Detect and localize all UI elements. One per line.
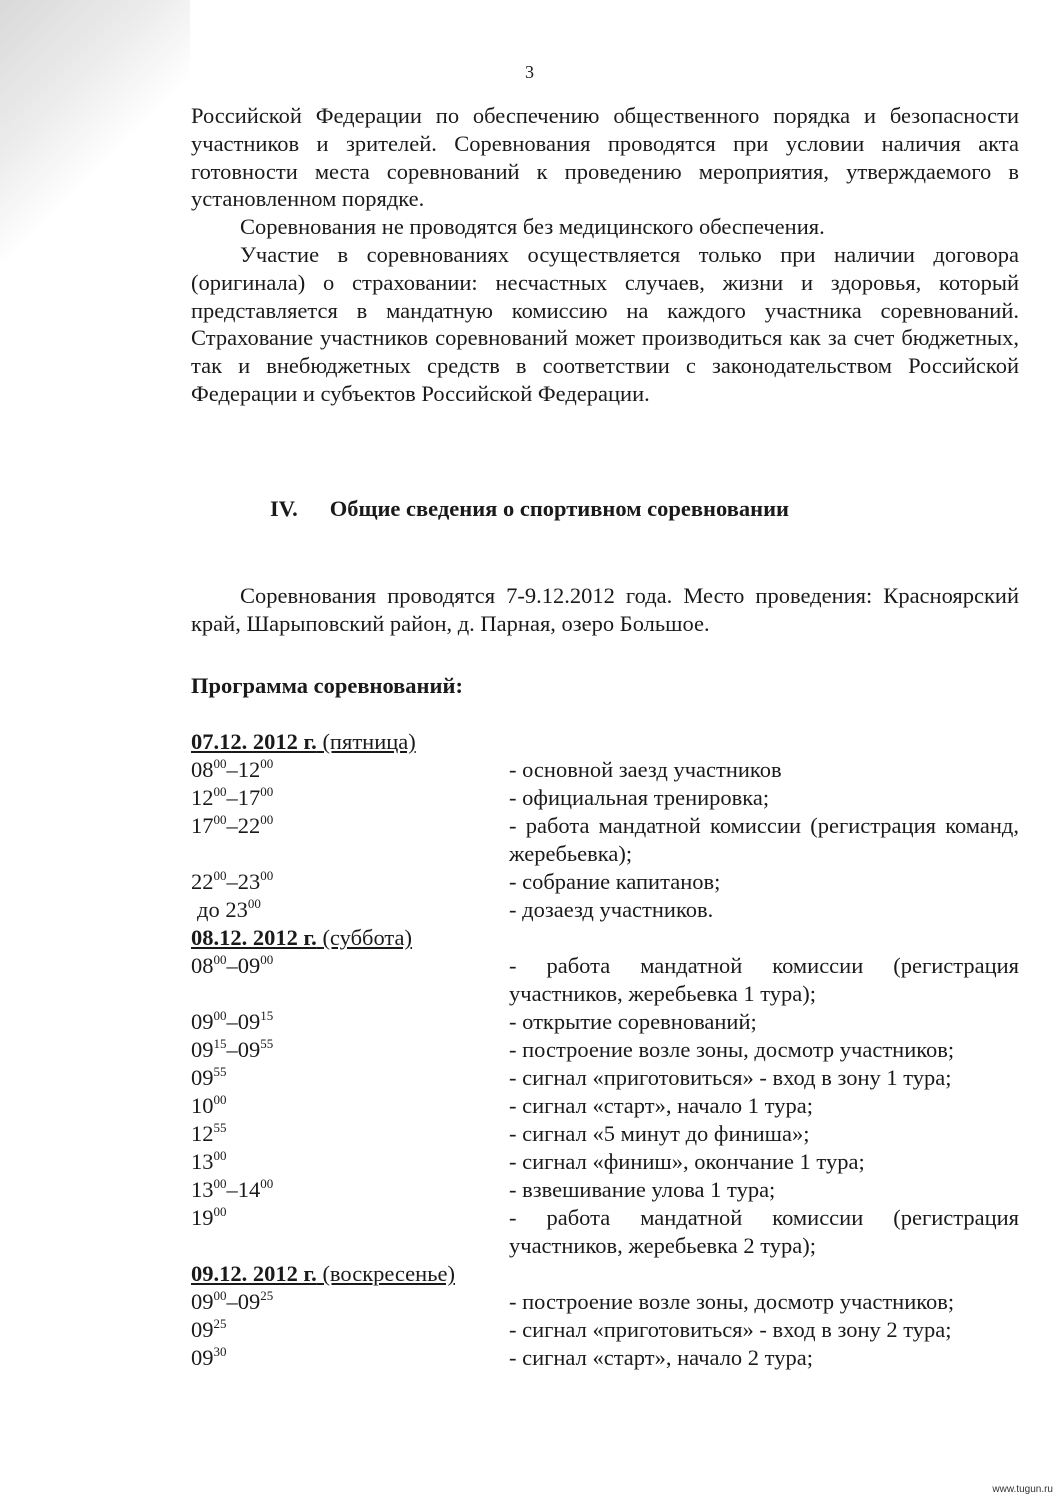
schedule-time — [191, 952, 509, 1008]
time-hour: 09 — [237, 1289, 261, 1314]
time-hour: 22 — [191, 869, 214, 894]
paragraph: Российской Федерации по обеспечению общественного порядка и безопасности участников и зрителей. Соревнования проводятся при условии наличия акта готовности места соревнований к проведению мероприятия, утверждаемого в установленном порядке. — [191, 103, 1019, 212]
time-minutes: 55 — [260, 1035, 274, 1051]
schedule-row — [191, 784, 1019, 812]
day-weekday: (пятница) — [322, 729, 416, 754]
schedule-description: - собрание капитанов; — [509, 869, 721, 894]
watermark: www.tugun.ru — [992, 1484, 1053, 1495]
schedule-row — [191, 868, 1019, 896]
schedule-row — [191, 896, 1019, 924]
time-minutes: 00 — [213, 1175, 227, 1191]
time-separator: – — [226, 1177, 238, 1202]
schedule-time — [191, 1036, 509, 1064]
time-hour: 09 — [191, 1345, 214, 1370]
time-separator: – — [226, 785, 238, 810]
time-hour: 14 — [237, 1177, 261, 1202]
time-hour: 13 — [191, 1177, 214, 1202]
day-heading — [191, 924, 1019, 952]
section-number: IV. — [269, 496, 298, 521]
schedule-description: - сигнал «приготовиться» - вход в зону 1 тура; — [509, 1065, 952, 1090]
schedule-description: - работа мандатной комиссии (регистрация участников, жеребьевка 1 тура); — [509, 953, 1019, 1006]
time-minutes: 00 — [260, 811, 274, 827]
day-date: 07.12. 2012 г. — [191, 729, 317, 754]
time-hour: 08 — [191, 953, 214, 978]
schedule-description: - сигнал «финиш», окончание 1 тура; — [509, 1149, 865, 1174]
paragraph: Соревнования не проводятся без медицинского обеспечения. — [240, 214, 825, 240]
time-hour: 09 — [237, 1037, 261, 1062]
schedule-time — [191, 1316, 509, 1344]
schedule-description: - официальная тренировка; — [509, 785, 770, 810]
time-prefix: до — [197, 897, 226, 922]
time-minutes: 00 — [260, 783, 274, 799]
schedule-description: - работа мандатной комиссии (регистрация участников, жеребьевка 2 тура); — [509, 1205, 1019, 1258]
schedule-row — [191, 1036, 1019, 1064]
body-text — [191, 102, 1019, 408]
schedule-row — [191, 1344, 1019, 1372]
schedule-time — [191, 1204, 509, 1260]
time-hour: 22 — [237, 813, 261, 838]
time-hour: 12 — [191, 785, 214, 810]
schedule-row — [191, 1120, 1019, 1148]
schedule-time — [191, 868, 509, 896]
day-weekday: (воскресенье) — [322, 1261, 455, 1286]
schedule-row — [191, 1064, 1019, 1092]
schedule-row — [191, 1008, 1019, 1036]
schedule-description: - сигнал «старт», начало 2 тура; — [509, 1345, 813, 1370]
scan-corner-shadow — [0, 0, 190, 260]
time-hour: 19 — [191, 1205, 214, 1230]
schedule-description: - сигнал «старт», начало 1 тура; — [509, 1093, 813, 1118]
time-hour: 17 — [191, 813, 214, 838]
time-hour: 09 — [191, 1065, 214, 1090]
time-separator: – — [226, 1037, 238, 1062]
schedule-description: - сигнал «5 минут до финиша»; — [509, 1121, 810, 1146]
program-schedule — [191, 728, 1019, 1372]
time-hour: 08 — [191, 757, 214, 782]
section-title: Общие сведения о спортивном соревновании — [329, 496, 789, 521]
time-hour: 09 — [191, 1317, 214, 1342]
time-hour: 13 — [191, 1149, 214, 1174]
schedule-time — [191, 1120, 509, 1148]
venue-paragraph: Соревнования проводятся 7-9.12.2012 года. Место проведения: Красноярский край, Шарыповский район, д. Парная, озеро Большое. — [191, 583, 1019, 636]
time-hour: 17 — [237, 785, 261, 810]
time-minutes: 00 — [213, 867, 227, 883]
day-date: 08.12. 2012 г. — [191, 925, 317, 950]
day-weekday: (суббота) — [322, 925, 413, 950]
time-hour: 23 — [225, 897, 248, 922]
schedule-row — [191, 1148, 1019, 1176]
schedule-time — [191, 1064, 509, 1092]
time-minutes: 30 — [213, 1343, 227, 1359]
section-heading — [0, 495, 1059, 523]
schedule-time — [191, 812, 509, 868]
time-separator: – — [226, 869, 238, 894]
schedule-time — [191, 1176, 509, 1204]
time-minutes: 00 — [213, 1147, 227, 1163]
time-separator: – — [226, 1009, 238, 1034]
program-heading: Программа соревнований: — [191, 673, 463, 698]
time-minutes: 00 — [213, 783, 227, 799]
time-hour: 09 — [237, 1009, 261, 1034]
time-minutes: 00 — [260, 867, 274, 883]
schedule-row — [191, 1176, 1019, 1204]
schedule-description: - открытие соревнований; — [509, 1009, 757, 1034]
schedule-description: - сигнал «приготовиться» - вход в зону 2 тура; — [509, 1317, 952, 1342]
time-minutes: 00 — [213, 1287, 227, 1303]
time-hour: 09 — [237, 953, 261, 978]
schedule-time — [191, 1008, 509, 1036]
time-hour: 23 — [237, 869, 261, 894]
time-minutes: 00 — [260, 1175, 274, 1191]
schedule-row — [191, 812, 1019, 868]
time-minutes: 00 — [213, 1007, 227, 1023]
day-heading — [191, 1260, 1019, 1288]
time-hour: 09 — [191, 1009, 214, 1034]
time-hour: 10 — [191, 1093, 214, 1118]
time-separator: – — [226, 1289, 238, 1314]
day-date: 09.12. 2012 г. — [191, 1261, 317, 1286]
time-minutes: 00 — [213, 1091, 227, 1107]
day-heading — [191, 728, 1019, 756]
time-hour: 09 — [191, 1037, 214, 1062]
time-hour: 12 — [191, 1121, 214, 1146]
time-minutes: 00 — [213, 951, 227, 967]
time-separator: – — [226, 953, 238, 978]
time-separator: – — [226, 757, 238, 782]
schedule-description: - работа мандатной комиссии (регистрация команд, жеребьевка); — [509, 813, 1019, 866]
schedule-row — [191, 1204, 1019, 1260]
schedule-description: - основной заезд участников — [509, 757, 782, 782]
schedule-time — [191, 1288, 509, 1316]
schedule-time — [191, 1092, 509, 1120]
time-minutes: 55 — [213, 1063, 227, 1079]
schedule-description: - построение возле зоны, досмотр участников; — [509, 1289, 955, 1314]
time-minutes: 00 — [260, 755, 274, 771]
schedule-description: - дозаезд участников. — [509, 897, 714, 922]
schedule-time — [191, 896, 509, 924]
time-minutes: 00 — [247, 895, 261, 911]
schedule-row — [191, 756, 1019, 784]
paragraph: Участие в соревнованиях осуществляется только при наличии договора (оригинала) о страховании: несчастных случаев, жизни и здоровья, который представляется в мандатную комиссию на каждого участника соревнований. Страхование участников соревнований может производиться как за счет бюджетных, так и внебюджетных средств в соответствии с законодательством Российской Федерации и субъектов Российской Федерации. — [191, 241, 1019, 406]
schedule-row — [191, 952, 1019, 1008]
time-minutes: 25 — [260, 1287, 274, 1303]
time-minutes: 15 — [260, 1007, 274, 1023]
schedule-time — [191, 1344, 509, 1372]
schedule-description: - построение возле зоны, досмотр участников; — [509, 1037, 955, 1062]
schedule-row — [191, 1092, 1019, 1120]
time-minutes: 00 — [213, 1203, 227, 1219]
time-hour: 12 — [237, 757, 261, 782]
schedule-description: - взвешивание улова 1 тура; — [509, 1177, 776, 1202]
schedule-time — [191, 784, 509, 812]
time-minutes: 15 — [213, 1035, 227, 1051]
schedule-row — [191, 1288, 1019, 1316]
schedule-time — [191, 1148, 509, 1176]
time-minutes: 00 — [260, 951, 274, 967]
time-hour: 09 — [191, 1289, 214, 1314]
time-separator: – — [226, 813, 238, 838]
page-number: 3 — [525, 62, 534, 82]
time-minutes: 55 — [213, 1119, 227, 1135]
schedule-row — [191, 1316, 1019, 1344]
schedule-time — [191, 756, 509, 784]
time-minutes: 00 — [213, 755, 227, 771]
time-minutes: 00 — [213, 811, 227, 827]
time-minutes: 25 — [213, 1315, 227, 1331]
